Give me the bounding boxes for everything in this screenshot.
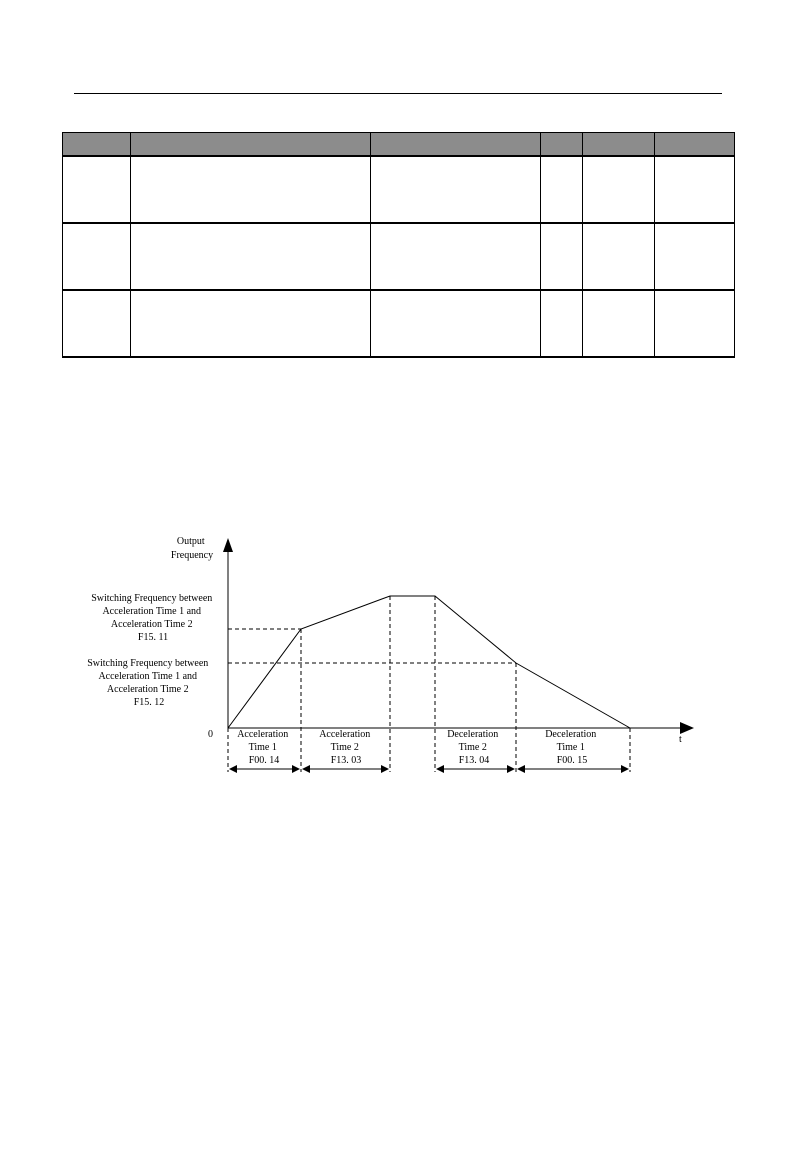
table-cell <box>63 223 131 290</box>
parameter-table <box>62 132 735 358</box>
table-cell <box>371 290 541 357</box>
table-cell <box>371 223 541 290</box>
table-row <box>63 223 735 290</box>
table-cell <box>63 156 131 223</box>
table-header-cell <box>541 133 583 157</box>
table-cell <box>655 156 735 223</box>
table-cell <box>541 223 583 290</box>
segment-label-acceleration-time-2: Acceleration Time 2 F13. 03 <box>319 729 371 766</box>
switch-freq-2-label: Switching Frequency between Acceleration Time 1 and Acceleration Time 2 F15. 12 <box>87 658 209 708</box>
y-axis-arrow-icon <box>223 538 233 552</box>
frequency-curve <box>228 596 630 728</box>
table-cell <box>583 156 655 223</box>
table-row <box>63 290 735 357</box>
table-cell <box>63 290 131 357</box>
table-header-cell <box>583 133 655 157</box>
acceleration-time-diagram <box>0 520 794 780</box>
table-cell <box>371 156 541 223</box>
table-header-row <box>63 133 735 157</box>
x-axis-label: t <box>679 734 682 745</box>
table-cell <box>583 290 655 357</box>
table-cell <box>583 223 655 290</box>
y-axis-label: Output Frequency <box>170 536 214 561</box>
table-cell <box>541 156 583 223</box>
table-cell <box>655 223 735 290</box>
table-header-cell <box>63 133 131 157</box>
table-cell <box>131 290 371 357</box>
table-cell <box>655 290 735 357</box>
header-rule <box>74 93 722 94</box>
table-header-cell <box>655 133 735 157</box>
table-header-cell <box>131 133 371 157</box>
segment-label-acceleration-time-1: Acceleration Time 1 F00. 14 <box>237 729 289 766</box>
table-header-cell <box>371 133 541 157</box>
origin-label: 0 <box>208 729 213 740</box>
table-cell <box>131 223 371 290</box>
table-cell <box>131 156 371 223</box>
x-axis-arrow-icon <box>680 722 694 734</box>
segment-label-deceleration-time-1: Deceleration Time 1 F00. 15 <box>545 729 597 766</box>
table-cell <box>541 290 583 357</box>
table-row <box>63 156 735 223</box>
segment-label-deceleration-time-2: Deceleration Time 2 F13. 04 <box>447 729 499 766</box>
switch-freq-1-label: Switching Frequency between Acceleration Time 1 and Acceleration Time 2 F15. 11 <box>91 593 213 643</box>
